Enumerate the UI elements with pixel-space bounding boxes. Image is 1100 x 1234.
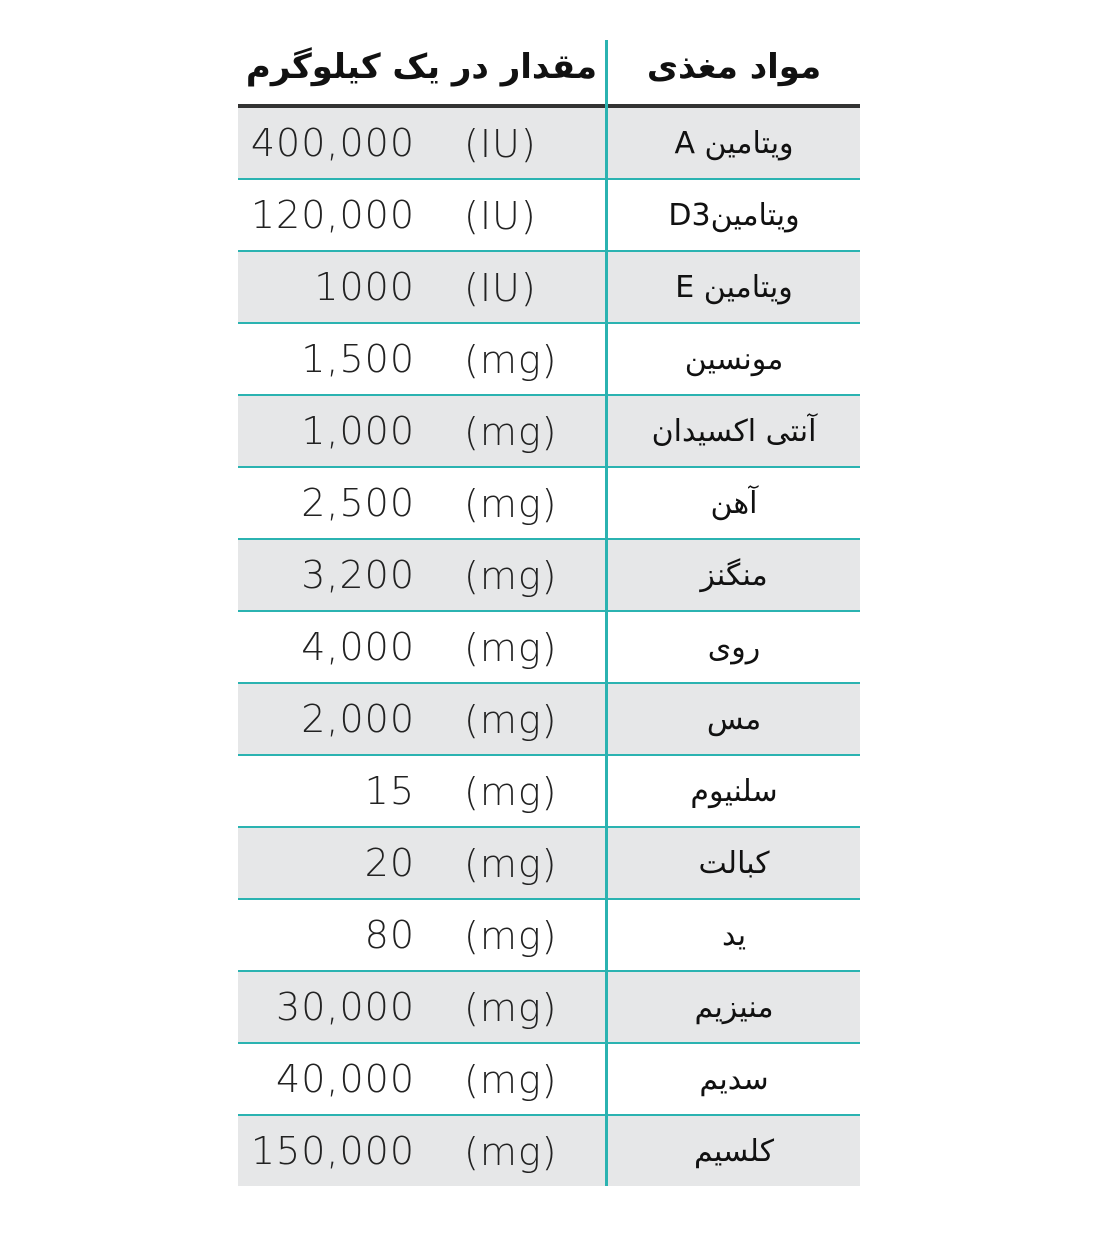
table-row (238, 756, 860, 828)
amount-value: 1000 (314, 265, 415, 309)
nutrient-name: ویتامین A (674, 125, 794, 161)
table-row (238, 972, 860, 1044)
table-header-row (238, 30, 860, 108)
amount-unit: (mg) (464, 554, 558, 598)
amount-cell (238, 756, 605, 826)
amount-cell (238, 324, 605, 394)
nutrient-name: آهن (710, 485, 758, 521)
amount-cell (238, 684, 605, 754)
amount-unit: (mg) (464, 1058, 558, 1102)
table-row (238, 612, 860, 684)
nutrient-name: مس (706, 701, 762, 737)
amount-unit: (mg) (464, 1130, 558, 1174)
amount-unit: (mg) (464, 626, 558, 670)
amount-value: 2,000 (301, 697, 415, 741)
amount-value: 30,000 (276, 985, 415, 1029)
amount-cell (238, 828, 605, 898)
amount-unit: (IU) (464, 122, 537, 166)
amount-value: 1,500 (301, 337, 415, 381)
amount-value: 2,500 (301, 481, 415, 525)
amount-value: 400,000 (250, 121, 415, 165)
amount-cell (238, 180, 605, 250)
amount-cell (238, 972, 605, 1042)
amount-cell (238, 108, 605, 178)
amount-value: 4,000 (301, 625, 415, 669)
amount-cell (238, 540, 605, 610)
nutrient-name: سدیم (699, 1061, 769, 1097)
table-row (238, 252, 860, 324)
amount-value: 20 (364, 841, 415, 885)
table-row (238, 324, 860, 396)
amount-unit: (mg) (464, 698, 558, 742)
table-row (238, 180, 860, 252)
nutrient-name: منگنز (700, 557, 768, 593)
amount-cell (238, 1116, 605, 1186)
amount-value: 40,000 (276, 1057, 415, 1101)
header-amount: مقدار در یک کیلوگرم (245, 47, 598, 87)
table-row (238, 396, 860, 468)
amount-unit: (mg) (464, 986, 558, 1030)
amount-unit: (mg) (464, 842, 558, 886)
amount-cell (238, 396, 605, 466)
amount-value: 1,000 (301, 409, 415, 453)
amount-unit: (mg) (464, 914, 558, 958)
nutrient-name: سلنیوم (690, 773, 778, 809)
nutrient-table (238, 30, 860, 1186)
table-row (238, 828, 860, 900)
amount-unit: (mg) (464, 482, 558, 526)
amount-value: 3,200 (301, 553, 415, 597)
nutrient-name: کبالت (698, 845, 770, 881)
amount-cell (238, 468, 605, 538)
amount-value: 120,000 (250, 193, 415, 237)
table-row (238, 1116, 860, 1186)
nutrient-name: ویتامین E (675, 269, 793, 305)
table-row (238, 108, 860, 180)
amount-value: 150,000 (250, 1129, 415, 1173)
nutrient-name: ید (721, 917, 747, 953)
amount-unit: (IU) (464, 266, 537, 310)
nutrient-name: کلسیم (694, 1133, 774, 1169)
table-row (238, 468, 860, 540)
table-row (238, 1044, 860, 1116)
nutrient-name: روی (707, 629, 761, 665)
table-row (238, 900, 860, 972)
amount-cell (238, 900, 605, 970)
nutrient-name: مونسین (684, 341, 784, 377)
table-row (238, 540, 860, 612)
amount-value: 80 (364, 913, 415, 957)
nutrient-name: آنتی اکسیدان (651, 413, 817, 449)
amount-value: 15 (364, 769, 415, 813)
amount-unit: (mg) (464, 338, 558, 382)
amount-unit: (mg) (464, 770, 558, 814)
table-row (238, 684, 860, 756)
amount-cell (238, 1044, 605, 1114)
nutrient-name: ویتامینD3 (668, 197, 800, 233)
nutrient-name: منیزیم (694, 989, 774, 1025)
amount-unit: (mg) (464, 410, 558, 454)
amount-unit: (IU) (464, 194, 537, 238)
header-nutrient: مواد مغذی (646, 47, 822, 87)
amount-cell (238, 252, 605, 322)
amount-cell (238, 612, 605, 682)
